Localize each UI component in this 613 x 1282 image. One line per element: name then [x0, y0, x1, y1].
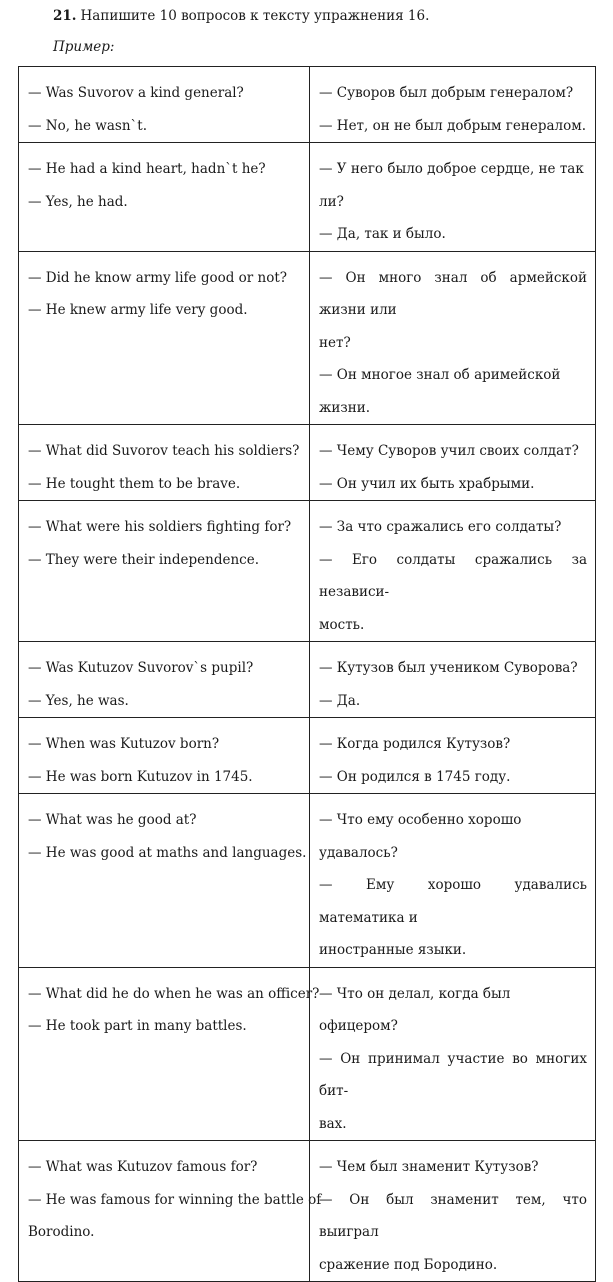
- russian-cell: [310, 143, 596, 252]
- english-line: — What were his soldiers fighting for?: [28, 519, 292, 535]
- russian-line: — Он родился в 1745 году.: [319, 768, 511, 785]
- russian-cell: [310, 425, 596, 501]
- english-line: — He was good at maths and languages.: [28, 844, 307, 861]
- english-cell: [19, 1141, 322, 1282]
- english-line: — He had a kind heart, hadn`t he?: [28, 161, 266, 177]
- english-line: — He tought them to be brave.: [28, 475, 241, 492]
- russian-line: — Да, так и было.: [319, 226, 446, 242]
- russian-line: — Суворов был добрым генералом?: [319, 85, 574, 101]
- english-line: Borodino.: [28, 1224, 95, 1240]
- english-line: — Did he know army life good or not?: [28, 269, 288, 286]
- english-line: — What was Kutuzov famous for?: [28, 1159, 258, 1175]
- english-cell: [19, 718, 310, 794]
- russian-line: — Чему Суворов учил своих солдат?: [319, 443, 579, 459]
- english-line: — What did he do when he was an officer?: [28, 985, 320, 1002]
- russian-line: — Он был знаменит тем, что выиграл: [319, 1191, 587, 1240]
- table-row: [19, 143, 596, 252]
- english-line: — Was Suvorov a kind general?: [28, 85, 244, 101]
- russian-cell: [310, 967, 596, 1141]
- russian-line: — Его солдаты сражались за независи-: [319, 551, 587, 600]
- english-line: — What did Suvorov teach his soldiers?: [28, 443, 300, 459]
- russian-line: — Он учил их быть храбрыми.: [319, 475, 535, 492]
- russian-line: — Что ему особенно хорошо удавалось?: [319, 812, 522, 861]
- table-row: [19, 967, 596, 1141]
- english-line: — He was born Kutuzov in 1745.: [28, 768, 253, 785]
- russian-line: вах.: [319, 1115, 347, 1132]
- english-line: — Yes, he was.: [28, 692, 129, 709]
- russian-line: — Он принимал участие во многих бит-: [319, 1050, 587, 1099]
- example-label: Пример:: [53, 39, 115, 55]
- russian-line: — Когда родился Кутузов?: [319, 736, 511, 752]
- russian-cell: [310, 501, 596, 642]
- russian-line: — Кутузов был учеником Суворова?: [319, 660, 578, 676]
- table-row: [19, 642, 596, 718]
- english-line: — No, he wasn`t.: [28, 117, 147, 134]
- russian-line: — Да.: [319, 692, 361, 709]
- russian-cell: [310, 794, 596, 968]
- english-cell: [19, 794, 310, 968]
- exercise-number: 21.: [53, 8, 77, 24]
- russian-line: — Он много знал об армейской жизни или: [319, 269, 587, 318]
- english-line: — Was Kutuzov Suvorov`s pupil?: [28, 660, 254, 676]
- english-line: — What was he good at?: [28, 812, 197, 828]
- english-line: — Yes, he had.: [28, 193, 128, 210]
- russian-line: — Ему хорошо удавались математика и: [319, 877, 587, 926]
- table-row: [19, 794, 596, 968]
- english-line: — They were their independence.: [28, 551, 259, 568]
- russian-line: — Нет, он не был добрым генералом.: [319, 117, 587, 134]
- russian-line: — Что он делал, когда был офицером?: [319, 985, 511, 1034]
- russian-line: — Он многое знал об аримейской жизни.: [319, 367, 561, 416]
- table-row: [19, 718, 596, 794]
- russian-line: — Чем был знаменит Кутузов?: [319, 1159, 539, 1175]
- english-cell: [19, 425, 310, 501]
- russian-cell: [310, 251, 596, 425]
- english-line: — When was Kutuzov born?: [28, 736, 220, 752]
- english-cell: [19, 143, 310, 252]
- qa-table: [18, 66, 596, 1282]
- english-line: — He was famous for winning the battle of: [28, 1191, 322, 1208]
- english-line: — He took part in many battles.: [28, 1018, 247, 1034]
- table-row: [19, 501, 596, 642]
- russian-line: мость.: [319, 616, 365, 633]
- russian-line: сражение под Бородино.: [319, 1256, 498, 1273]
- exercise-heading: [53, 8, 429, 24]
- russian-line: иностранные языки.: [319, 942, 467, 958]
- table-row: [19, 425, 596, 501]
- english-line: — He knew army life very good.: [28, 302, 248, 318]
- russian-cell: [310, 718, 596, 794]
- english-cell: [19, 251, 310, 425]
- english-cell: [19, 67, 310, 143]
- russian-cell: [310, 1141, 596, 1282]
- russian-cell: [310, 67, 596, 143]
- table-row: [19, 67, 596, 143]
- russian-line: — У него было доброе сердце, не так ли?: [319, 161, 584, 210]
- exercise-instruction: Напишите 10 вопросов к тексту упражнения 16.: [80, 8, 430, 24]
- english-cell: [19, 967, 320, 1141]
- table-row: [19, 1141, 596, 1282]
- russian-cell: [310, 642, 596, 718]
- english-cell: [19, 501, 310, 642]
- english-cell: [19, 642, 310, 718]
- russian-line: — За что сражались его солдаты?: [319, 519, 562, 535]
- russian-line: нет?: [319, 334, 351, 351]
- table-row: [19, 251, 596, 425]
